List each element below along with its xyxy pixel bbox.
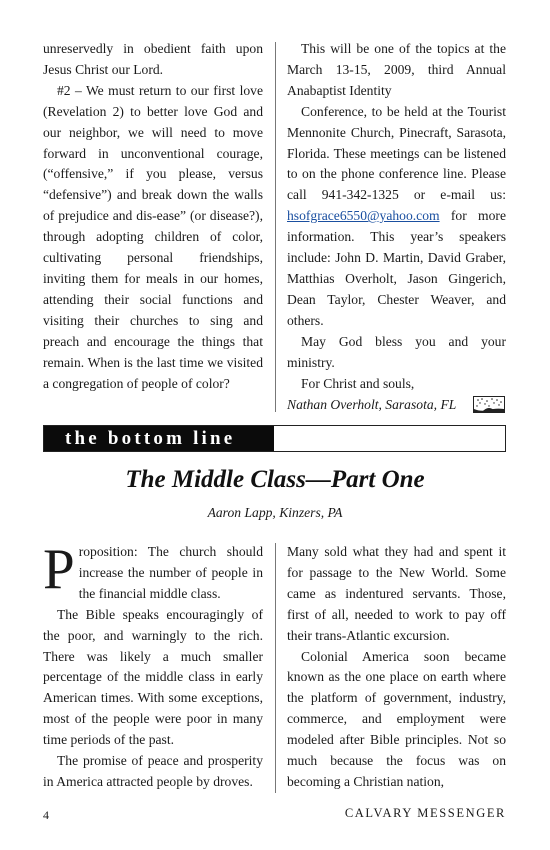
paragraph: For Christ and souls, bbox=[301, 375, 415, 391]
signature-row bbox=[287, 394, 506, 416]
section-banner-label: the bottom line bbox=[44, 426, 274, 451]
email-link[interactable]: hsofgrace6550@yahoo.com bbox=[287, 208, 440, 224]
article-byline: Aaron Lapp, Kinzers, PA bbox=[207, 505, 343, 520]
paragraph: unreservedly in obedient faith upon Jesus Christ our Lord. bbox=[43, 41, 263, 77]
paragraph-text: for more information. This year’s speakers include: John D. Martin, David Graber, Matthias Overholt, Jason Gingerich, Dean Taylor, Chester Weaver, and others. bbox=[287, 208, 506, 328]
article-title: The Middle Class—Part One bbox=[125, 466, 425, 493]
paragraph: Many sold what they had and spent it for passage to the New World. Some came as indentured servants. Those, first of all, needed to work to pay off their trans-Atlantic excursion. bbox=[287, 544, 506, 643]
paragraph: May God bless you and your ministry. bbox=[287, 333, 506, 370]
paragraph: The promise of peace and prosperity in America attracted people by droves. bbox=[43, 753, 263, 789]
section-banner bbox=[43, 425, 506, 452]
paragraph bbox=[287, 102, 506, 332]
paragraph: This will be one of the topics at the March 13-15, 2009, third Annual Anabaptist Identity bbox=[287, 41, 506, 98]
column-divider bbox=[275, 42, 276, 412]
paragraph: #2 – We must return to our first love (Revelation 2) to better love God and our neighbor, we will need to move forward in unconventional courage, (“offensive,” if you please, versus “defensive”) and break down the walls of prejudice and dis-ease” (or disease?), through adopting children of color, cultivating personal friendships, inviting them for meals in our homes, attending their social functions and visiting their churches to sing and preach and encourage the things that remain. When is the last time we visited a congregation of people of color? bbox=[43, 82, 263, 391]
paragraph: Colonial America soon became known as the one place on earth where the platform of government, industry, commerce, and employment were modeled after Bible principles. Not so much because the focus was on becoming a Christian nation, bbox=[287, 648, 506, 789]
column-divider bbox=[275, 543, 276, 793]
top-left-column bbox=[43, 39, 263, 394]
page-number: 4 bbox=[43, 808, 49, 822]
article-right-column bbox=[287, 542, 506, 793]
paragraph: The Bible speaks encouragingly of the poor, and warningly to the rich. There was likely a much smaller percentage of the middle class in early American times. With some exceptions, most of the people were poor in many time periods of the past. bbox=[43, 606, 263, 748]
top-right-column bbox=[287, 39, 506, 416]
article-left-column bbox=[43, 538, 263, 793]
drop-cap: P bbox=[43, 538, 75, 601]
signature: Nathan Overholt, Sarasota, FL bbox=[287, 397, 457, 413]
paragraph-text: roposition: The church should increase the number of people in the financial middle class. bbox=[78, 544, 263, 601]
paragraph-text: Conference, to be held at the Tourist Mennonite Church, Pinecraft, Sarasota, Florida. These meetings can be listened to on the phone conference line. Please call 941-342-1325 or e-mail us: bbox=[287, 103, 506, 203]
sunset-icon bbox=[473, 396, 505, 413]
magazine-name: CALVARY MESSENGER bbox=[344, 806, 506, 820]
paragraph bbox=[43, 538, 263, 605]
